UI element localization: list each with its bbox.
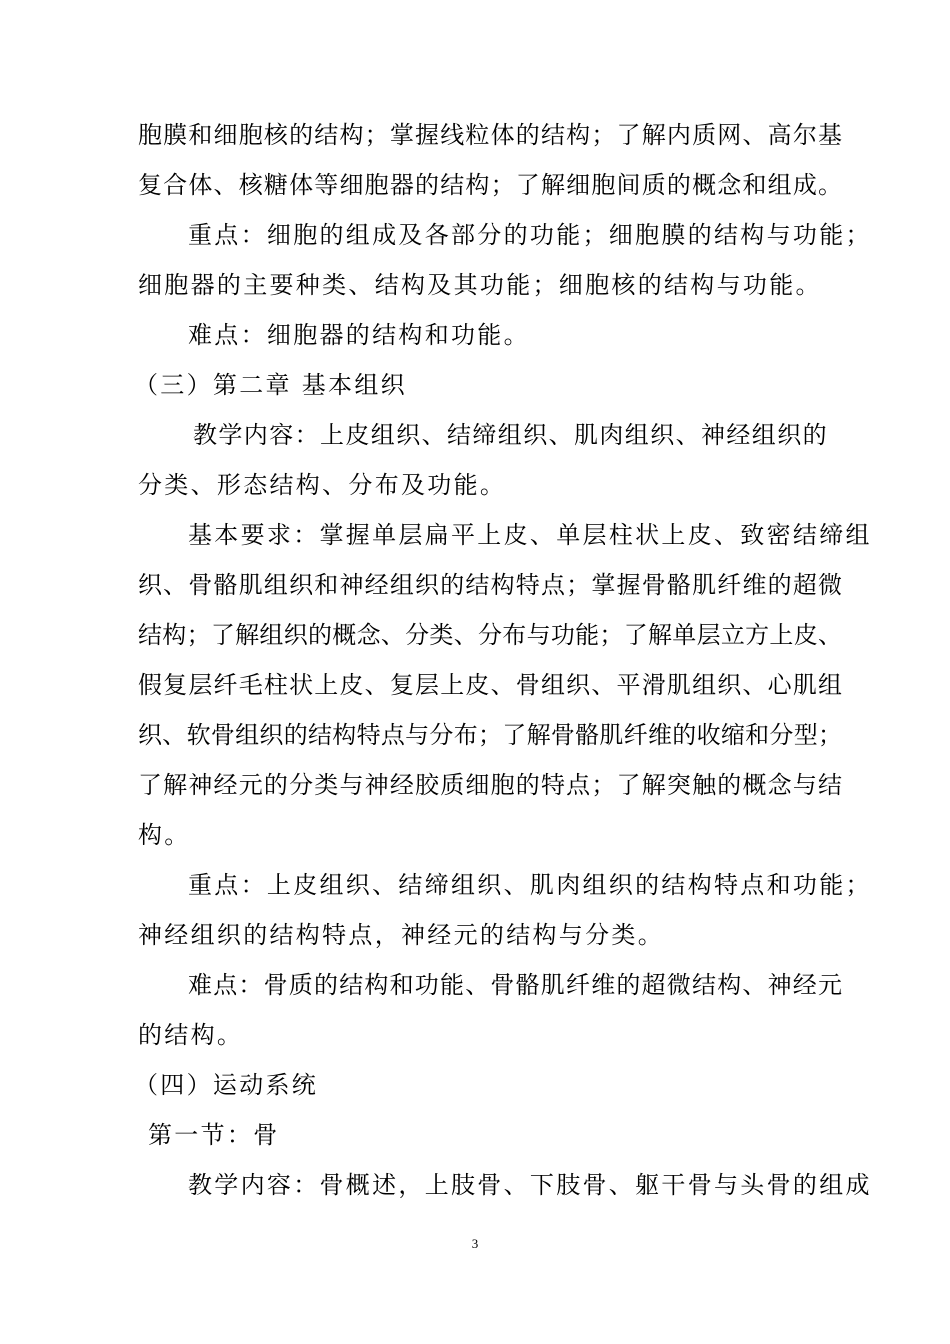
key-points-line: 重点：细胞的组成及各部分的功能；细胞膜的结构与功能；: [188, 221, 872, 249]
paragraph-line: 织、骨骼肌组织和神经组织的结构特点；掌握骨骼肌纤维的超微: [138, 571, 842, 599]
paragraph-line: 细胞器的主要种类、结构及其功能；细胞核的结构与功能。: [138, 271, 822, 299]
section-heading: （三）第二章 基本组织: [134, 371, 407, 399]
difficult-points-line: 难点：骨质的结构和功能、骨骼肌纤维的超微结构、神经元: [188, 971, 842, 999]
subsection-heading: 第一节：骨: [148, 1121, 280, 1149]
paragraph-line: 分类、形态结构、分布及功能。: [138, 471, 507, 499]
key-points-line: 重点：上皮组织、结缔组织、肌肉组织的结构特点和功能；: [188, 871, 872, 899]
paragraph-line: 了解神经元的分类与神经胶质细胞的特点；了解突触的概念与结: [138, 771, 842, 799]
paragraph-line: 复合体、核糖体等细胞器的结构；了解细胞间质的概念和组成。: [138, 171, 842, 199]
paragraph-line: 的结构。: [138, 1021, 244, 1049]
paragraph-line: 结构；了解组织的概念、分类、分布与功能；了解单层立方上皮、: [138, 621, 842, 649]
paragraph-line: 假复层纤毛柱状上皮、复层上皮、骨组织、平滑肌组织、心肌组: [138, 671, 842, 699]
paragraph-line: 胞膜和细胞核的结构；掌握线粒体的结构；了解内质网、高尔基: [138, 121, 842, 149]
paragraph-line: 神经组织的结构特点，神经元的结构与分类。: [138, 921, 664, 949]
difficult-points-line: 难点：细胞器的结构和功能。: [188, 321, 530, 349]
requirements-line: 基本要求：掌握单层扁平上皮、单层柱状上皮、致密结缔组: [188, 521, 872, 549]
section-heading: （四）运动系统: [134, 1071, 319, 1099]
page-number: 3: [471, 1236, 479, 1251]
paragraph-line: 构。: [138, 821, 191, 849]
paragraph-line: 织、软骨组织的结构特点与分布；了解骨骼肌纤维的收缩和分型；: [138, 721, 842, 749]
paragraph-line: 教学内容：骨概述，上肢骨、下肢骨、躯干骨与头骨的组成: [188, 1171, 872, 1199]
paragraph-line: 教学内容：上皮组织、结缔组织、肌肉组织、神经组织的: [193, 421, 828, 449]
